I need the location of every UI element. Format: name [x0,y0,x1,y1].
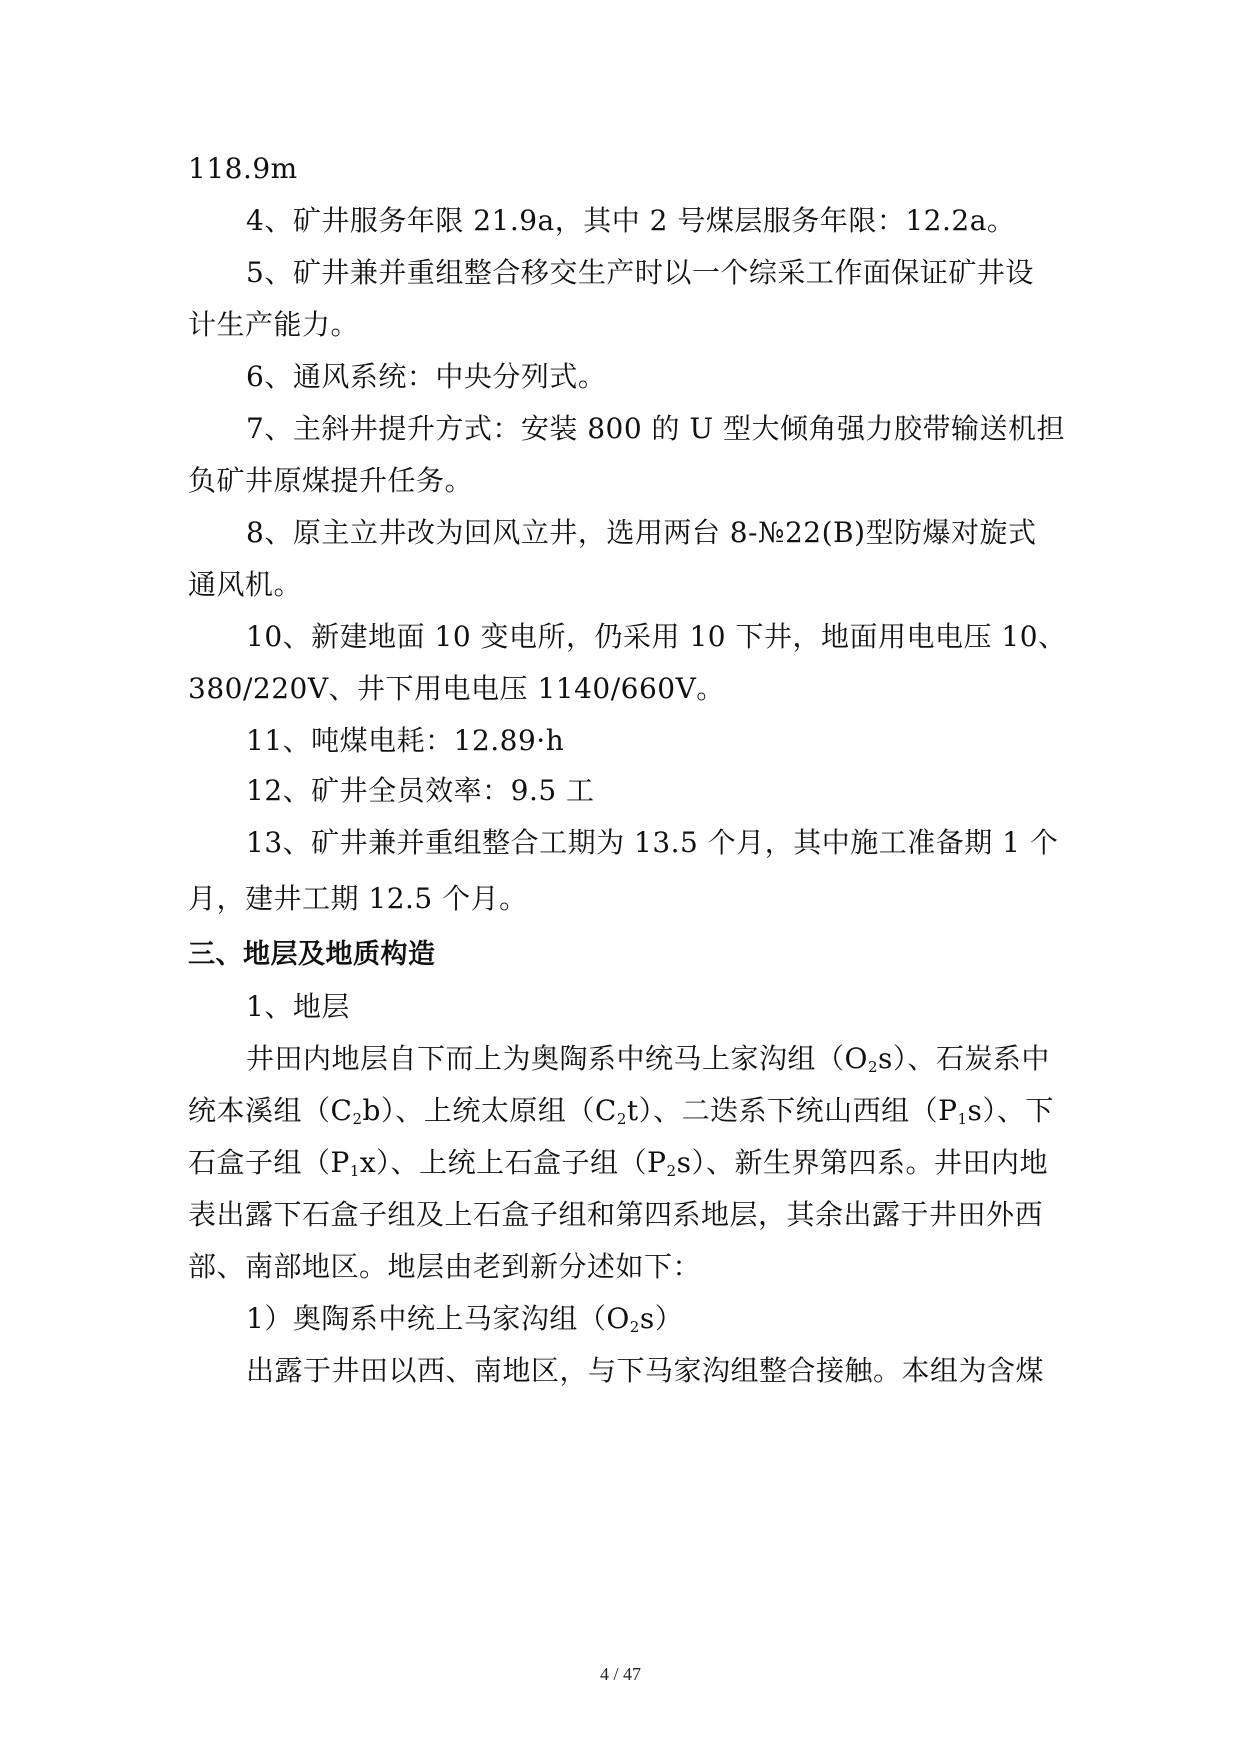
section-heading: 三、地层及地质构造 [188,939,436,970]
text-line: 6、通风系统：中央分列式。 [246,360,607,393]
text-line: 石盒子组$(P_1x)$、上统上石盒子组$(P_2s)$、新生界第四系。井田内地 [188,1146,1048,1180]
text-line: 井田内地层自下而上为奥陶系中统马上家沟组$(O_2s)$、石炭系中 [246,1042,1050,1076]
text-line: 统本溪组$(C_2b)$、上统太原组$(C_2t)$、二迭系下统山西组$(P_1s)$、下 [188,1094,1054,1128]
text-line: 5、矿井兼并重组整合移交生产时以一个综采工作面保证矿井设 [246,256,1034,289]
text-line: 12、矿井全员效率：9.5 工 [246,774,595,807]
text-line: 月，建井工期 12.5 个月。 [188,882,528,915]
text-line: 10、新建地面 10 变电所，仍采用 10 下井，地面用电电压 10、 [246,620,1067,653]
subsection-heading: 1、地层 [246,990,350,1023]
page-number: 4 / 47 [599,1664,641,1684]
text-line: 118.9m [188,152,298,185]
text-line: 出露于井田以西、南地区，与下马家沟组整合接触。本组为含煤 [246,1354,1045,1387]
text-line: 1）奥陶系中统上马家沟组$(O_2s)$ [246,1302,684,1336]
text-line: 8、原主立井改为回风立井，选用两台 8-№22(B)型防爆对旋式 [246,516,1037,549]
text-line: 11、吨煤电耗：12.89·h [246,724,565,757]
text-line: 4、矿井服务年限 21.9a，其中 2 号煤层服务年限：12.2a。 [246,204,1016,237]
text-line: 通风机。 [188,568,303,601]
text-line: 380/220V、井下用电电压 1140/660V。 [188,672,725,705]
text-line: 13、矿井兼并重组整合工期为 13.5 个月，其中施工准备期 1 个 [246,826,1059,859]
text-line: 部、南部地区。地层由老到新分述如下： [188,1250,702,1283]
text-line: 负矿井原煤提升任务。 [188,464,474,497]
text-line: 计生产能力。 [188,308,360,341]
text-line: 7、主斜井提升方式：安装 800 的 U 型大倾角强力胶带输送机担 [246,412,1065,445]
text-line: 表出露下石盒子组及上石盒子组和第四系地层，其余出露于井田外西 [188,1198,1044,1231]
